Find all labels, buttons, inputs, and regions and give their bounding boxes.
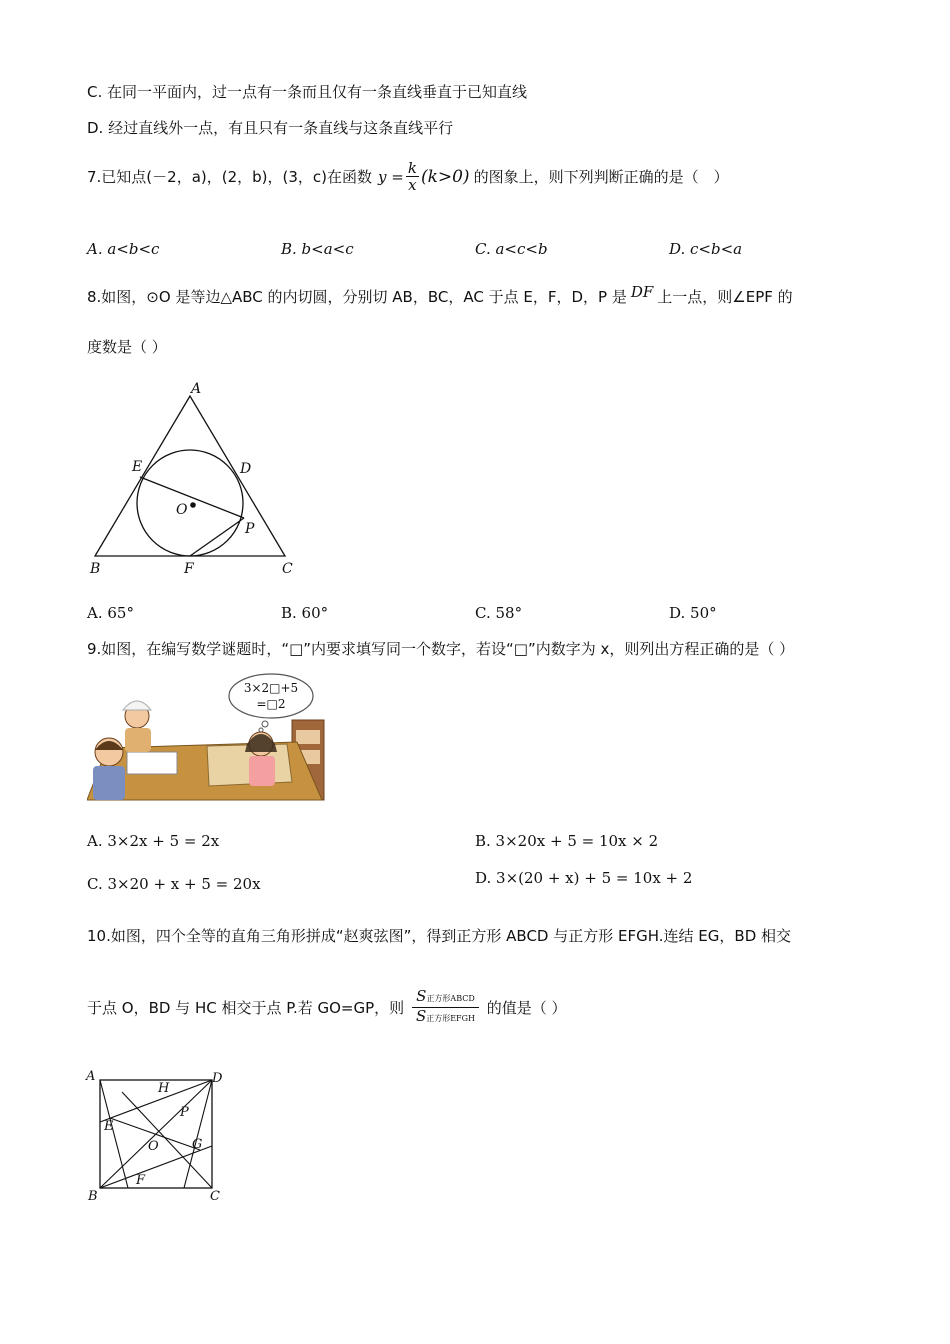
q9-option-a: A. 3×2x + 5 = 2x [87, 832, 220, 850]
q10-stem-part1: 于点 O，BD 与 HC 相交于点 P.若 GO=GP，则 [87, 999, 405, 1017]
q8-label-o: O [176, 502, 188, 518]
q8-stem [87, 283, 793, 307]
q9-boy2-body [125, 728, 151, 752]
q8-incircle [137, 450, 243, 556]
q7-option-c: C. a<c<b [475, 240, 548, 258]
q9-option-d: D. 3×(20 + x) + 5 = 10x + 2 [475, 869, 693, 887]
q8-option-c: C. 58° [475, 604, 523, 622]
q8-option-b: B. 60° [281, 604, 329, 622]
q9-bubble-line2: =□2 [256, 697, 286, 711]
q9-boy2-hat [123, 701, 151, 710]
q9-bubble-dot [262, 721, 268, 727]
q8-figure [85, 378, 300, 578]
q9-option-b: B. 3×20x + 5 = 10x × 2 [475, 832, 659, 850]
q8-option-a: A. 65° [87, 604, 134, 622]
q8-label-d: D [240, 461, 252, 477]
q9-option-c: C. 3×20 + x + 5 = 20x [87, 875, 261, 893]
q10-label-a: A [86, 1069, 96, 1084]
q10-label-d: D [212, 1071, 223, 1086]
q10-label-b: B [88, 1189, 98, 1204]
q8-label-b: B [90, 561, 101, 577]
q10-label-c: C [210, 1189, 220, 1204]
q10-line-dg [184, 1080, 212, 1188]
q9-girl-hair [245, 734, 277, 752]
q9-bubble-dot [259, 728, 263, 732]
q6-option-c: C. 在同一平面内，过一点有一条而且仅有一条直线垂直于已知直线 [87, 83, 528, 101]
q7-func-condition: (k>0) [420, 166, 470, 187]
q7-option-a: A. a<b<c [87, 240, 160, 258]
q10-label-h: H [158, 1081, 170, 1096]
q10-label-f: F [136, 1173, 146, 1188]
q8-segment-fp [190, 518, 244, 556]
q10-frac-num-sub: 正方形ABCD [426, 994, 475, 1003]
q9-bubble-line1: 3×2□+5 [243, 681, 299, 695]
q8-label-p: P [245, 521, 255, 537]
q10-line-ah [100, 1080, 128, 1188]
q9-notebook [127, 752, 177, 774]
q9-stem: 9.如图，在编写数学谜题时，“□”内要求填写同一个数字，若设“□”内数字为 x，则列出方程正确的是（ ） [87, 640, 795, 658]
q10-stem-line2 [87, 988, 567, 1027]
q10-label-g: G [192, 1137, 203, 1152]
q8-triangle [95, 396, 285, 556]
q10-line-de [100, 1080, 212, 1122]
q7-stem-part2: 的图象上，则下列判断正确的是（ ） [473, 168, 729, 186]
q8-label-f: F [184, 561, 194, 577]
q8-stem-part1: 8.如图，⊙O 是等边△ABC 的内切圆，分别切 AB，BC，AC 于点 E，F，D，P 是 [87, 288, 627, 306]
q8-label-c: C [282, 561, 293, 577]
q7-func-numerator: k [407, 159, 417, 177]
q7-func-y: y = [378, 167, 404, 186]
q8-stem-part2: 上一点，则∠EPF 的 [657, 288, 793, 306]
q10-area-fraction [412, 988, 479, 1027]
q7-func-fraction [406, 160, 419, 193]
q7-stem [87, 160, 729, 193]
q10-label-o: O [148, 1139, 159, 1154]
q9-shelf [296, 730, 320, 744]
q10-stem-part2: 的值是（ ） [486, 999, 567, 1017]
q8-label-e: E [132, 459, 143, 475]
q8-center-dot [190, 502, 196, 508]
q9-girl-body [249, 756, 275, 786]
q7-stem-part1: 7.已知点(－2，a)，(2，b)，(3，c)在函数 [87, 168, 373, 186]
q8-label-a: A [191, 381, 202, 397]
q10-figure [82, 1066, 232, 1206]
q10-label-p: P [180, 1105, 189, 1120]
q10-label-e: E [104, 1119, 114, 1134]
q10-frac-num-s: S [416, 987, 427, 1005]
q9-boy-body [93, 766, 125, 800]
q9-illustration [87, 670, 327, 802]
q10-frac-den-s: S [415, 1007, 427, 1025]
q10-stem-line1: 10.如图，四个全等的直角三角形拼成“赵爽弦图”，得到正方形 ABCD 与正方形 EFGH.连结 EG，BD 相交 [87, 927, 792, 945]
q7-option-d: D. c<b<a [669, 240, 743, 258]
q6-option-d: D. 经过直线外一点，有且只有一条直线与这条直线平行 [87, 119, 454, 137]
q8-stem-line2: 度数是（ ） [87, 338, 167, 356]
q8-segment-ep [140, 477, 244, 518]
q7-func-denominator: x [408, 176, 417, 194]
q8-arc-df: DF [630, 283, 654, 301]
q7-option-b: B. b<a<c [281, 240, 354, 258]
q8-option-d: D. 50° [669, 604, 717, 622]
q10-frac-den-sub: 正方形EFGH [426, 1014, 475, 1023]
